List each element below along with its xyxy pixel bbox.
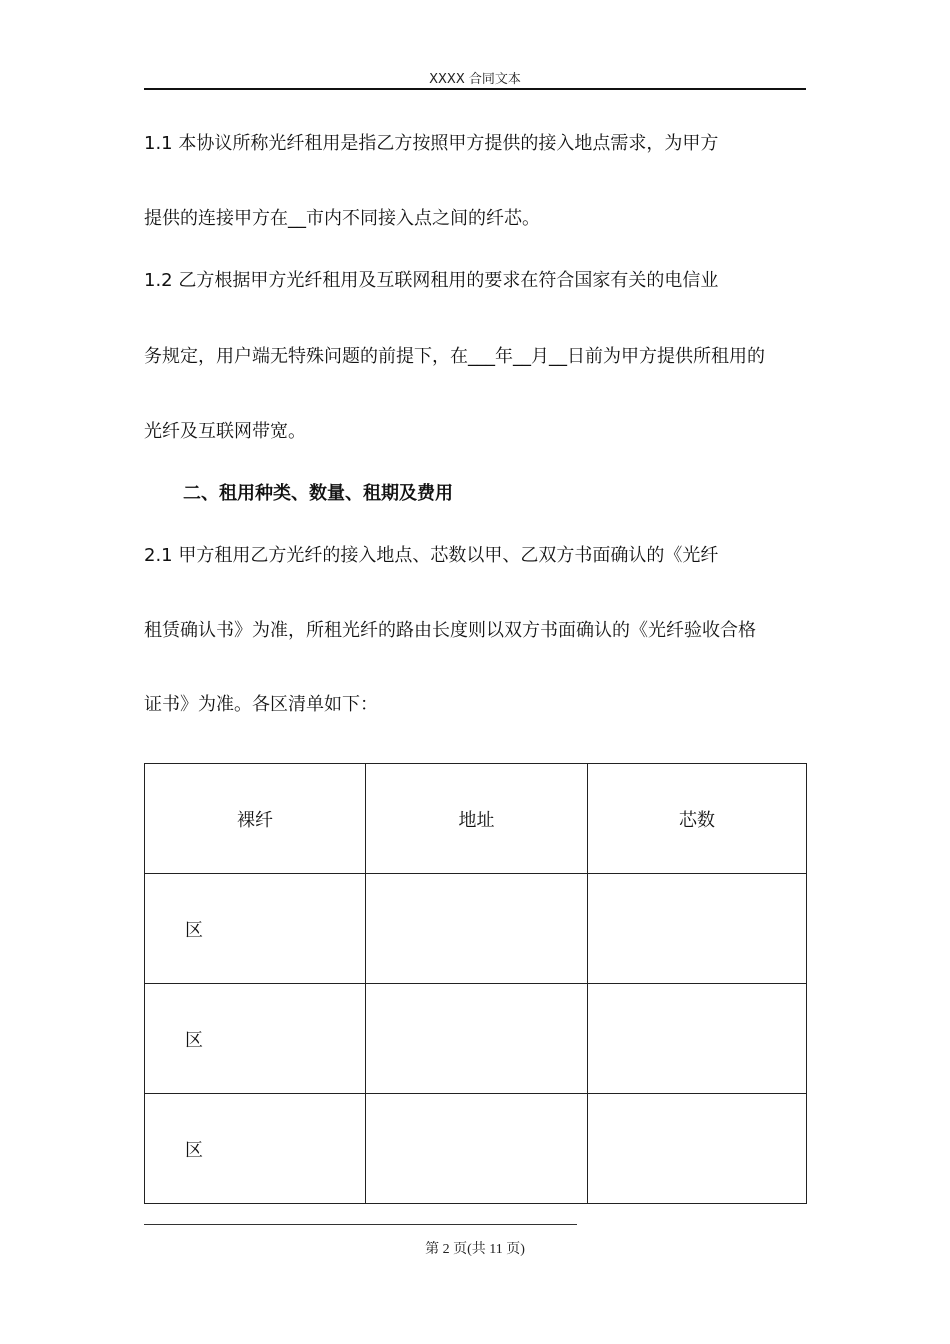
address-cell [366, 1094, 588, 1204]
page-number: 第 2 页(共 11 页) [425, 1242, 525, 1257]
table-row [145, 1094, 807, 1204]
header-cell-address: 地址 [366, 764, 588, 874]
cores-cell [588, 984, 807, 1094]
header-rule [144, 88, 806, 90]
table-row [145, 874, 807, 984]
fiber-list-table [144, 763, 807, 1204]
zone-cell: 区 [145, 984, 366, 1094]
cores-cell [588, 1094, 807, 1204]
header-cell-fiber: 裸纤 [145, 764, 366, 874]
clause-1-1-line-1: 1.1 本协议所称光纤租用是指乙方按照甲方提供的接入地点需求，为甲方 [144, 133, 719, 154]
clause-1-2-line-3: 光纤及互联网带宽。 [144, 421, 306, 442]
clause-2-1-line-2: 租赁确认书》为准，所租光纤的路由长度则以双方书面确认的《光纤验收合格 [144, 620, 756, 641]
table-header-row [145, 764, 807, 874]
zone-cell: 区 [145, 1094, 366, 1204]
section-heading: 二、租用种类、数量、租期及费用 [183, 483, 453, 504]
zone-cell: 区 [145, 874, 366, 984]
footer-rule [144, 1224, 577, 1225]
clause-1-2-line-2: 务规定，用户端无特殊问题的前提下，在___年__月__日前为甲方提供所租用的 [144, 346, 765, 367]
cores-cell [588, 874, 807, 984]
clause-2-1-line-1: 2.1 甲方租用乙方光纤的接入地点、芯数以甲、乙双方书面确认的《光纤 [144, 545, 719, 566]
address-cell [366, 984, 588, 1094]
header-cell-cores: 芯数 [588, 764, 807, 874]
clause-1-2-line-1: 1.2 乙方根据甲方光纤租用及互联网租用的要求在符合国家有关的电信业 [144, 270, 719, 291]
table-row [145, 984, 807, 1094]
clause-2-1-line-3: 证书》为准。各区清单如下： [144, 694, 378, 715]
address-cell [366, 874, 588, 984]
header-title: XXXX 合同文本 [429, 72, 521, 87]
clause-1-1-line-2: 提供的连接甲方在__市内不同接入点之间的纤芯。 [144, 208, 540, 229]
